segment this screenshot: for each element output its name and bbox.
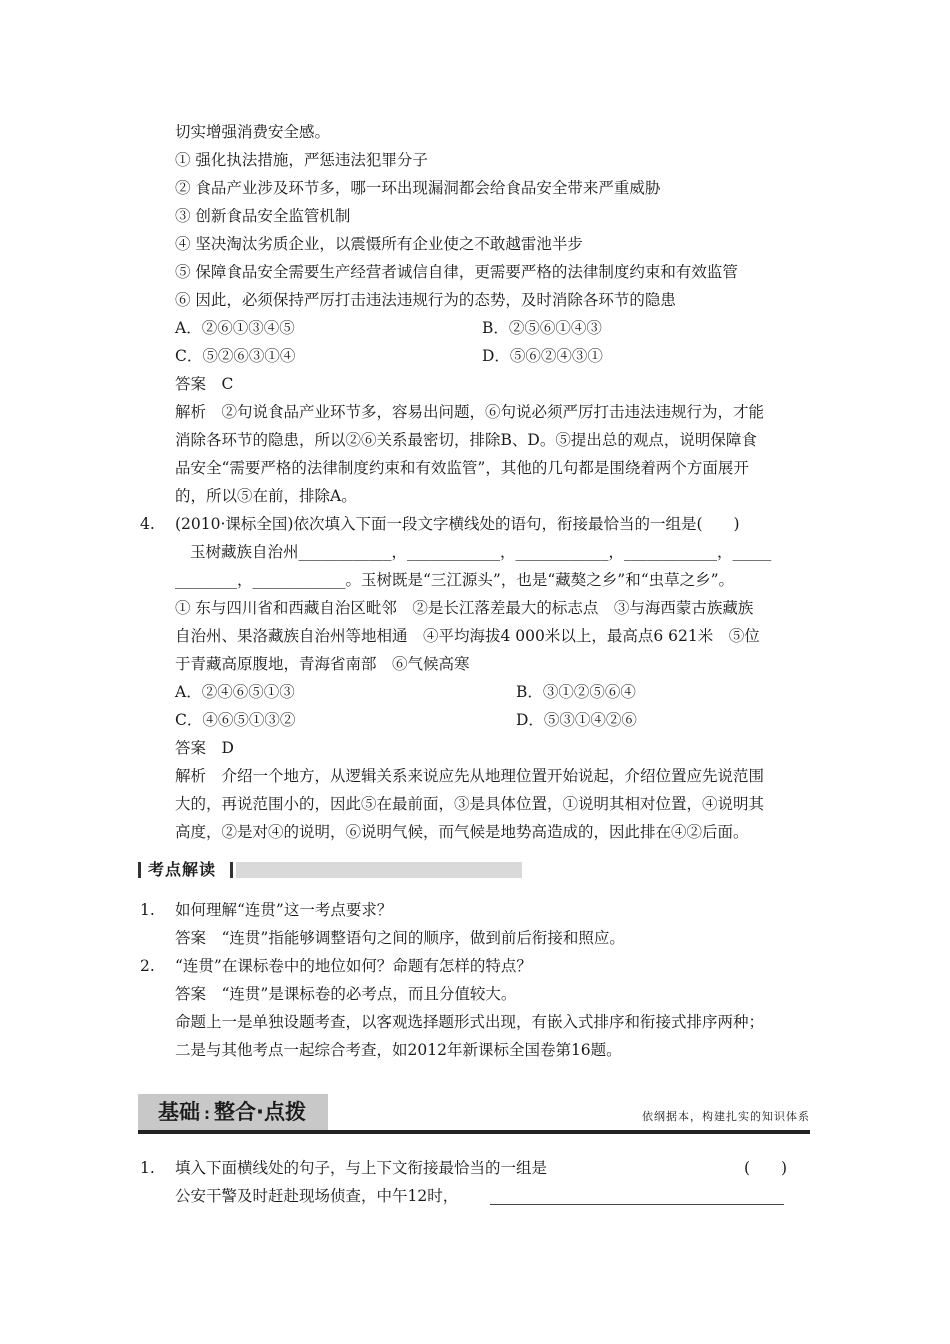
q3-sentence-1: ① 强化执法措施，严惩违法犯罪分子: [175, 151, 428, 169]
q3-answer: 答案 C: [175, 375, 234, 393]
ex1-number: 1.: [140, 1159, 155, 1177]
q3-option-c: C．⑤②⑥③①④: [175, 347, 296, 365]
section-subtitle: 依纲据本，构建扎实的知识体系: [642, 1110, 810, 1123]
q3-option-b: B．②⑤⑥①④③: [482, 319, 602, 337]
q3-option-d: D．⑤⑥②④③①: [482, 347, 603, 365]
ex1-answer-blank: [490, 1188, 784, 1205]
kaodian-a2-line1: 答案 “连贯”是课标卷的必考点，而且分值较大。: [175, 985, 517, 1003]
q4-explanation-2: 大的，再说范围小的，因此⑤在最前面，③是具体位置，①说明其相对位置，④说明其: [175, 795, 765, 813]
kaodian-q1: 如何理解“连贯”这一考点要求？: [175, 901, 393, 919]
q3-sentence-2: ② 食品产业涉及环节多，哪一环出现漏洞都会给食品安全带来严重威胁: [175, 179, 661, 197]
q4-option-d: D．⑤③①④②⑥: [516, 711, 637, 729]
q3-explanation-3: 品安全“需要严格的法律制度约束和有效监管”，其他的几句都是围绕着两个方面展开: [175, 459, 749, 477]
q3-sentence-6: ⑥ 因此，必须保持严厉打击违法违规行为的态势，及时消除各环节的隐患: [175, 291, 676, 309]
kaodian-header-bar: [138, 860, 522, 880]
q4-choices-2: 自治州、果洛藏族自治州等地相通 ④平均海拔4 000米以上，最高点6 621米 ⑤位: [175, 627, 760, 645]
section-rule: [138, 1130, 810, 1134]
section-header: [138, 1090, 810, 1134]
q3-explanation-4: 的，所以⑤在前，排除A。: [175, 487, 357, 505]
q4-choices-1: ① 东与四川省和西藏自治区毗邻 ②是长江落差最大的标志点 ③与海西蒙古族藏族: [175, 599, 754, 617]
kaodian-title: 考点解读: [148, 860, 217, 879]
q4-stem: (2010·课标全国)依次填入下面一段文字横线处的语句，衔接最恰当的一组是( ): [175, 515, 740, 533]
q3-sentence-5: ⑤ 保障食品安全需要生产经营者诚信自律，更需要严格的法律制度约束和有效监管: [175, 263, 738, 281]
section-title: [138, 1094, 328, 1130]
q3-intro-line: 切实增强消费安全感。: [175, 123, 331, 141]
section-title-sub: 整合·点拨: [214, 1100, 306, 1124]
q4-answer: 答案 D: [175, 739, 234, 757]
q4-choices-3: 于青藏高原腹地，青海省南部 ⑥气候高寒: [175, 655, 470, 673]
bar-fill: [236, 862, 522, 878]
section-title-sep: :: [204, 1105, 210, 1123]
q3-option-a: A．②⑥①③④⑤: [175, 319, 295, 337]
q4-option-c: C．④⑥⑤①③②: [175, 711, 296, 729]
kaodian-q2-number: 2.: [140, 957, 155, 975]
ex1-stem: 填入下面横线处的句子，与上下文衔接最恰当的一组是: [175, 1159, 548, 1177]
ex1-line2: 公安干警及时赶赴现场侦查，中午12时，: [175, 1187, 459, 1205]
q3-sentence-4: ④ 坚决淘汰劣质企业，以震慑所有企业使之不敢越雷池半步: [175, 235, 583, 253]
bar-mid-rule: [230, 862, 233, 878]
kaodian-a2-line2: 命题上一是单独设题考查，以客观选择题形式出现，有嵌入式排序和衔接式排序两种；: [175, 1013, 765, 1031]
q3-explanation-2: 消除各环节的隐患，所以②⑥关系最密切，排除B、D。⑤提出总的观点，说明保障食: [175, 431, 757, 449]
section-title-main: 基础: [158, 1100, 200, 1124]
q4-explanation-1: 解析 介绍一个地方，从逻辑关系来说应先从地理位置开始说起，介绍位置应先说范围: [175, 767, 765, 785]
kaodian-q2: “连贯”在课标卷中的地位如何？命题有怎样的特点？: [175, 957, 532, 975]
bar-left-rule: [138, 862, 141, 878]
kaodian-a1: 答案 “连贯”指能够调整语句之间的顺序，做到前后衔接和照应。: [175, 929, 625, 947]
q3-sentence-3: ③ 创新食品安全监管机制: [175, 207, 351, 225]
q4-passage-1: 玉树藏族自治州____________，____________，____________，____________，_____: [190, 543, 772, 561]
q4-option-b: B．③①②⑤⑥④: [516, 683, 636, 701]
kaodian-a2-line3: 二是与其他考点一起综合考查，如2012年新课标全国卷第16题。: [175, 1041, 622, 1059]
q4-passage-2: ________，____________。玉树既是“三江源头”，也是“藏獒之乡”和“虫草之乡”。: [175, 571, 735, 589]
q4-number: 4.: [140, 515, 155, 533]
kaodian-q1-number: 1.: [140, 901, 155, 919]
q3-explanation-1: 解析 ②句说食品产业环节多，容易出问题，⑥句说必须严厉打击违法违规行为，才能: [175, 403, 765, 421]
q4-explanation-3: 高度，②是对④的说明，⑥说明气候，而气候是地势高造成的，因此排在④②后面。: [175, 823, 749, 841]
q4-option-a: A．②④⑥⑤①③: [175, 683, 295, 701]
ex1-answer-paren: ( ): [744, 1159, 788, 1177]
